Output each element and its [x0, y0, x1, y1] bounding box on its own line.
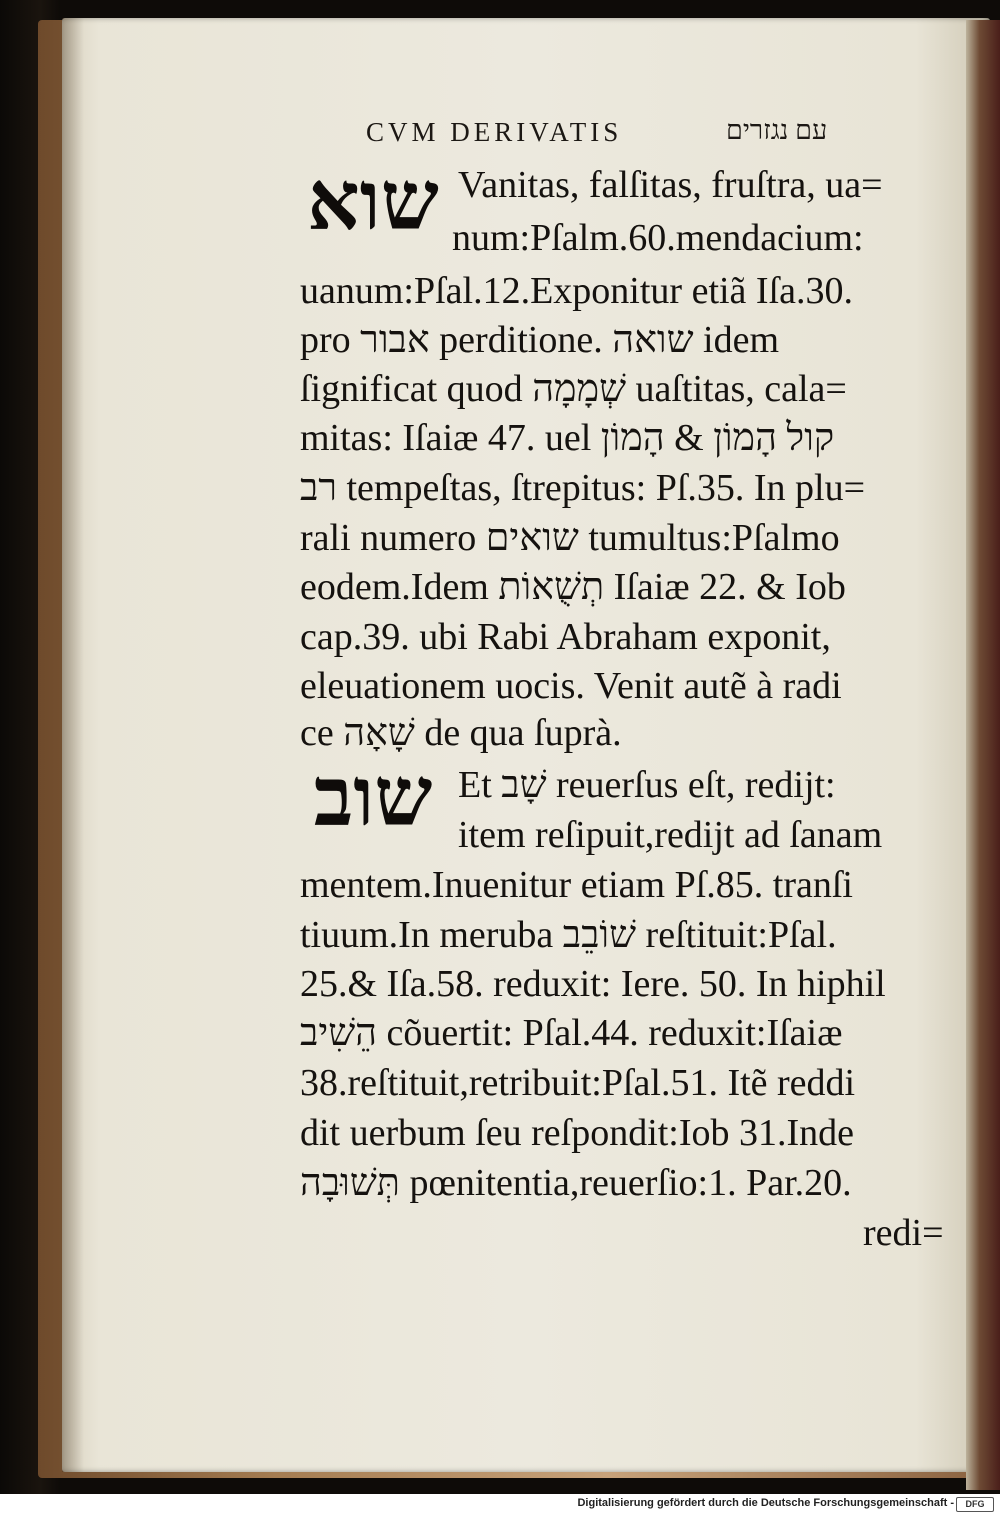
running-head-latin: CVM DERIVATIS	[366, 117, 623, 147]
entry-2-line-6: הֵשִׁיב cõuertit: Pſal.44. reduxit:Iſaiæ	[300, 1012, 843, 1054]
entry-1-line-4: pro אבור perditione. שואה idem	[300, 319, 780, 361]
entry-2-line-8: dit uerbum ſeu reſpondit:Iob 31.Inde	[300, 1112, 855, 1154]
binding-edge	[966, 20, 1000, 1490]
entry-1-line-10: cap.39. ubi Rabi Abraham exponit,	[300, 616, 831, 658]
entry-1-line-6: mitas: Iſaiæ 47. uel קול הָמוֹן & הָמוֹן	[300, 417, 835, 459]
entry-1-line-8: rali numero שואים tumultus:Pſalmo	[300, 517, 840, 559]
entry-2-line-4: tiuum.In meruba שׁוֹבֵב reſtituit:Pſal.	[300, 914, 837, 956]
entry-2-line-3: mentem.Inuenitur etiam Pſ.85. tranſi	[300, 864, 853, 906]
entry-1-line-1: Vanitas, falſitas, fruſtra, ua=	[458, 164, 883, 206]
entry-1-line-5: ſignificat quod שְׁמָמָה uaſtitas, cala=	[300, 368, 847, 410]
headword-2	[298, 749, 448, 845]
entry-1-line-11: eleuationem uocis. Venit autẽ à radi	[300, 665, 842, 707]
headword-2-text: שוב	[313, 749, 433, 845]
running-head-hebrew: עם נגזרים	[726, 115, 828, 145]
entry-1-line-12: ce שָׁאָה de qua ſuprà.	[300, 712, 622, 754]
entry-2-line-9: תְּשׁוּבָה pœnitentia,reuerſio:1. Par.20.	[300, 1162, 852, 1204]
entry-2-line-2: item reſipuit,rediјt ad ſanam	[458, 814, 883, 856]
running-head	[366, 115, 926, 155]
catchword: redi=	[863, 1212, 944, 1254]
entry-2-line-7: 38.reſtituit,retribuit:Pſal.51. Itẽ reddi	[300, 1062, 856, 1104]
headword-1	[298, 153, 448, 249]
entry-1-line-7: רב tempeſtas, ſtrepitus: Pſ.35. In plu=	[300, 467, 866, 509]
entry-1-line-2: num:Pſalm.60.mendacium:	[452, 217, 864, 259]
entry-1-line-3: uanum:Pſal.12.Exponitur etiã Iſa.30.	[300, 270, 854, 312]
headword-1-text: שוא	[307, 153, 439, 249]
entry-1-line-9: eodem.Idem תְשֻׁאוֹת Iſaiæ 22. & Iob	[300, 566, 846, 608]
footer-credit: Digitalisierung gefördert durch die Deutsche Forschungsgemeinschaft -	[577, 1497, 954, 1509]
dfg-logo: DFG	[956, 1497, 994, 1512]
spine-shadow	[62, 18, 84, 1472]
entry-2-line-5: 25.& Iſa.58. reduxit: Iere. 50. In hiphil	[300, 963, 886, 1005]
entry-2-line-1: Et שָׁב reuerſus eſt, rediјt:	[458, 764, 836, 806]
footer-bar	[0, 1494, 1000, 1514]
